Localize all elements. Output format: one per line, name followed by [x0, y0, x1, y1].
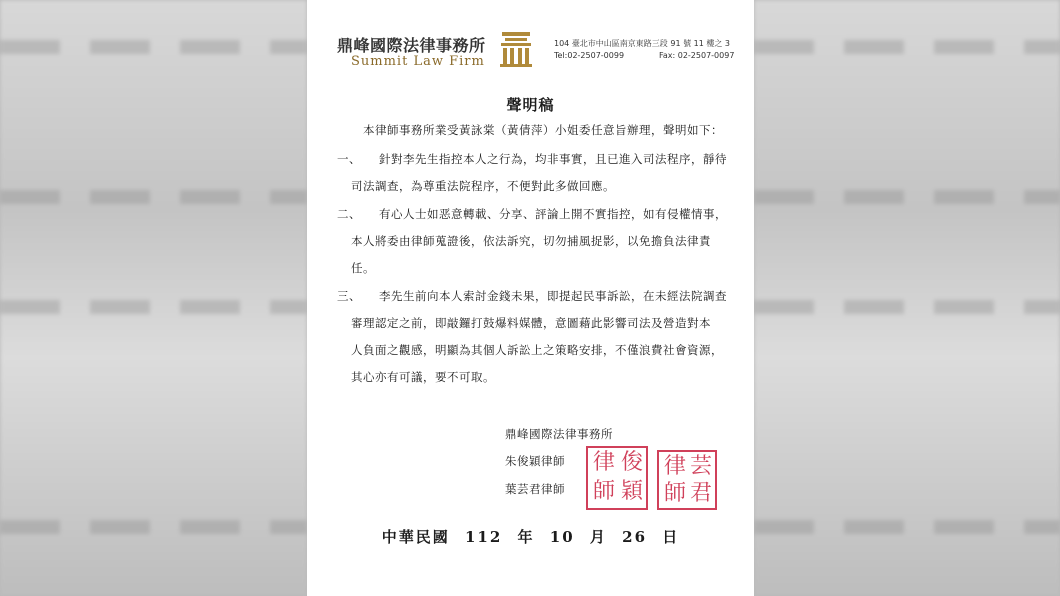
item-line: 任。	[351, 261, 375, 275]
item-line: 針對李先生指控本人之行為，均非事實，且已進入司法程序，靜待	[379, 152, 727, 166]
lawyer-seal-2	[657, 450, 717, 510]
date-year-unit: 年	[517, 528, 535, 546]
item-line: 李先生前向本人索討金錢未果，即提起民事訴訟，在未經法院調查	[379, 289, 727, 303]
item-line: 人負面之觀感，明顯為其個人訴訟上之策略安排，不僅浪費社會資源，	[351, 343, 723, 357]
date-month-unit: 月	[589, 528, 607, 546]
seal-char: 君	[690, 481, 713, 506]
item-line: 司法調查，為尊重法院程序，不便對此多做回應。	[351, 179, 615, 193]
date-era: 中華民國	[381, 528, 450, 546]
seal-char: 穎	[621, 479, 644, 504]
item-line: 審理認定之前，即敲鑼打鼓爆料媒體，意圖藉此影響司法及營造對本	[351, 316, 711, 330]
blurred-background-right	[754, 0, 1060, 596]
date-year: 112	[464, 528, 503, 546]
stacked-building-logo-icon	[499, 28, 533, 68]
seal-char: 律	[593, 450, 616, 475]
item-line: 有心人士如恶意轉載、分享、評論上開不實指控，如有侵權情事，	[379, 207, 727, 221]
firm-telephone: Tel:02-2507-0099	[554, 51, 625, 60]
seal-char: 芸	[690, 454, 713, 479]
document-title: 聲明稿	[506, 96, 555, 114]
item-number: 二、	[337, 207, 361, 221]
item-number: 一、	[337, 152, 361, 166]
document-date	[307, 526, 754, 547]
seal-char: 律	[664, 454, 687, 479]
signature-firm: 鼎峰國際法律事務所	[505, 427, 613, 441]
date-day-unit: 日	[662, 528, 680, 546]
statement-item-1	[337, 146, 737, 206]
letterhead	[307, 0, 754, 80]
item-number: 三、	[337, 289, 361, 303]
firm-fax: Fax: 02-2507-0097	[659, 51, 735, 60]
statement-item-2	[337, 201, 737, 286]
statement-document	[307, 0, 754, 596]
statement-item-3	[337, 283, 737, 393]
item-line: 其心亦有可議，要不可取。	[351, 370, 495, 384]
blurred-background-left	[0, 0, 307, 596]
statement-intro: 本律師事務所業受黃詠棠（黃倩萍）小姐委任意旨辦理，聲明如下：	[363, 123, 723, 137]
firm-name-en: Summit Law Firm	[351, 54, 485, 69]
date-month: 10	[549, 528, 575, 546]
signature-lawyer-1: 朱俊穎律師	[505, 454, 565, 468]
signature-lawyer-2: 葉芸君律師	[505, 482, 565, 496]
firm-address: 104 臺北市中山區南京東路三段 91 號 11 樓之 3	[554, 39, 730, 48]
item-line: 本人將委由律師蒐證後，依法訴究，切勿捕風捉影，以免擔負法律責	[351, 234, 711, 248]
firm-name-zh: 鼎峰國際法律事務所	[337, 36, 486, 55]
seal-char: 師	[593, 479, 616, 504]
date-day: 26	[622, 528, 648, 546]
seal-char: 師	[664, 481, 687, 506]
seal-char: 俊	[621, 450, 644, 475]
lawyer-seal-1	[586, 446, 648, 510]
